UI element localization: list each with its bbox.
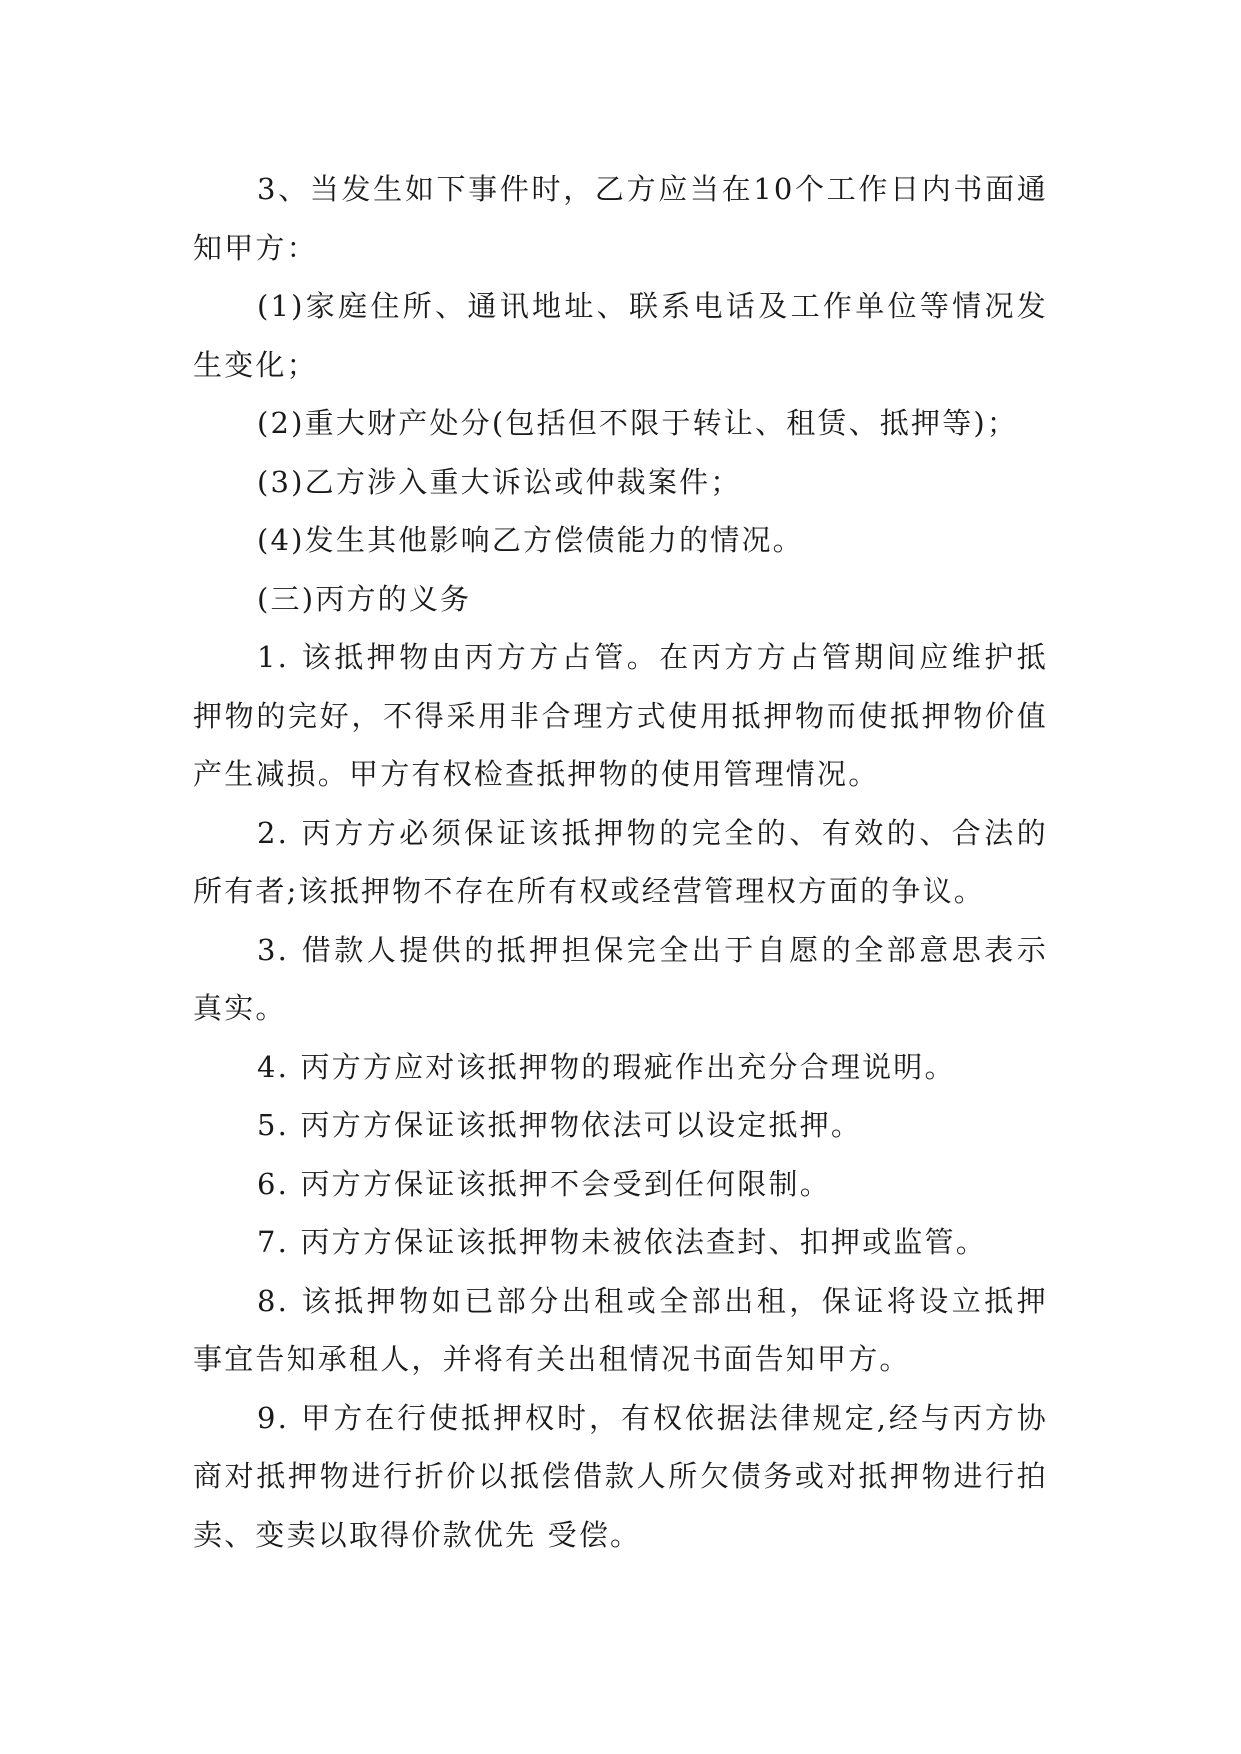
obligation-3: 3. 借款人提供的抵押担保完全出于自愿的全部意思表示真实。 — [193, 932, 1048, 1025]
obligation-8: 8. 该抵押物如已部分出租或全部出租，保证将设立抵押事宜告知承租人，并将有关出租情况书面告知甲方。 — [193, 1283, 1048, 1376]
obligation-7: 7. 丙方方保证该抵押物未被依法查封、扣押或监管。 — [257, 1225, 987, 1259]
obligation-4: 4. 丙方方应对该抵押物的瑕疵作出充分合理说明。 — [257, 1049, 956, 1084]
item-4-other-impact: (4)发生其他影响乙方偿债能力的情况。 — [257, 523, 804, 557]
obligation-2: 2. 丙方方必须保证该抵押物的完全的、有效的、合法的所有者;该抵押物不存在所有权或经营管理权方面的争议。 — [193, 815, 1048, 908]
item-2-property-disposal: (2)重大财产处分(包括但不限于转让、租赁、抵押等)； — [257, 406, 1019, 440]
section-heading-party-c-obligations: (三)丙方的义务 — [257, 581, 472, 616]
obligation-9: 9. 甲方在行使抵押权时，有权依据法律规定,经与丙方协商对抵押物进行折价以抵偿借款人所欠债务或对抵押物进行拍卖、变卖以取得价款优先 受偿。 — [193, 1400, 1048, 1552]
obligation-6: 6. 丙方方保证该抵押不会受到任何限制。 — [257, 1166, 831, 1201]
item-3-litigation: (3)乙方涉入重大诉讼或仲裁案件； — [257, 464, 742, 499]
obligation-1: 1. 该抵押物由丙方方占管。在丙方方占管期间应维护抵押物的完好，不得采用非合理方式使用抵押物而使抵押物价值产生减损。甲方有权检查抵押物的使用管理情况。 — [193, 640, 1048, 791]
item-1-contact-change: (1)家庭住所、通讯地址、联系电话及工作单位等情况发生变化； — [193, 289, 1048, 382]
clause-3-notification: 3、当发生如下事件时，乙方应当在10个工作日内书面通知甲方： — [193, 172, 1048, 265]
obligation-5: 5. 丙方方保证该抵押物依法可以设定抵押。 — [257, 1108, 863, 1142]
document-body — [193, 160, 1048, 1564]
